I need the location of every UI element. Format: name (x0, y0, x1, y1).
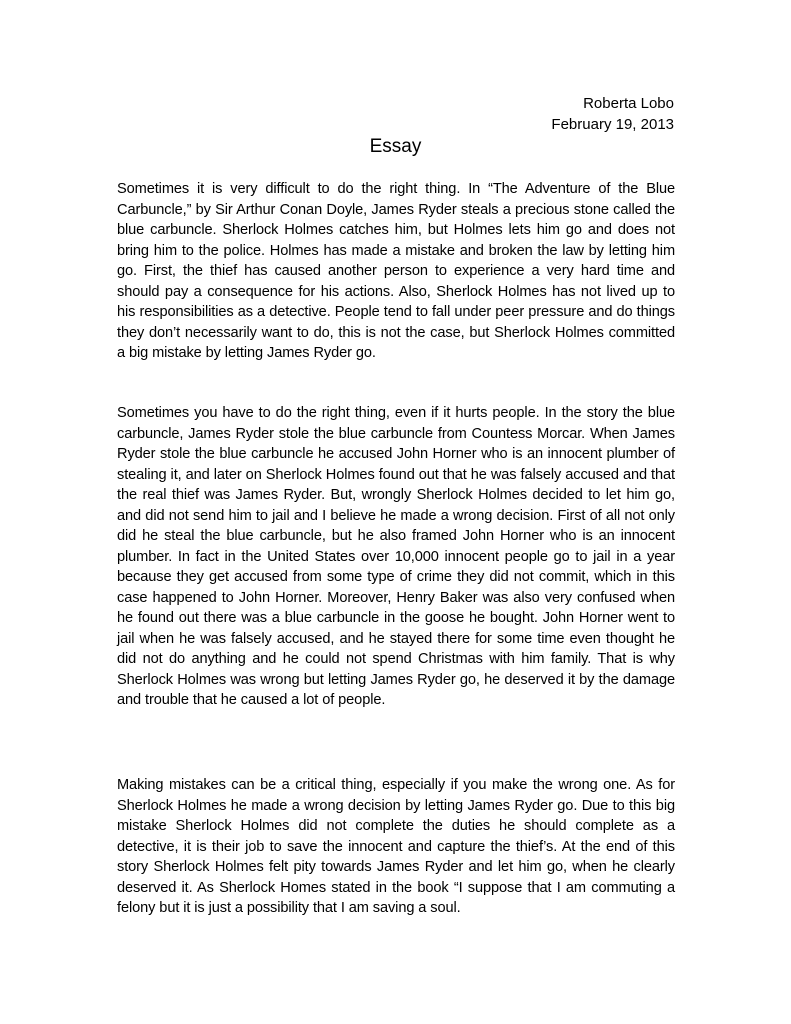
paragraph-2: Sometimes you have to do the right thing, even if it hurts people. In the story the blue carbuncle, James Ryder stole the blue carbuncle from Countess Morcar. When James Ryder stole the blue carbuncle he accused John Horner who is an innocent plumber of stealing it, and later on Sherlock Holmes found out that he was falsely accused and that the real thief was James Ryder. But, wrongly Sherlock Holmes decided to let him go, and did not send him to jail and I believe he made a wrong decision. First of all not only did he steal the blue carbuncle, but he also framed John Horner who is an innocent plumber. In fact in the United States over 10,000 innocent people go to jail in a year because they get accused from some type of crime they did not commit, which in this case happened to John Horner. Moreover, Henry Baker was also very confused when he found out there was a blue carbuncle in the goose he bought. John Horner went to jail when he was falsely accused, and he stayed there for some time even thought he did not do anything and he could not spend Christmas with him family. That is why Sherlock Holmes was wrong but letting James Ryder go, he deserved it by the damage and trouble that he caused a lot of people. (117, 405, 675, 708)
paragraph-3: Making mistakes can be a critical thing, especially if you make the wrong one. As for Sherlock Holmes he made a wrong decision by letting James Ryder go. Due to this big mistake Sherlock Holmes did not complete the duties he should complete as a detective, it is their job to save the innocent and capture the thief’s. At the end of this story Sherlock Holmes felt pity towards James Ryder and let him go, when he clearly deserved it. As Sherlock Homes stated in the book “I suppose that I am commuting a felony but it is just a possibility that I am saving a soul. (117, 777, 675, 916)
essay-date: February 19, 2013 (551, 116, 674, 133)
author-name: Roberta Lobo (583, 95, 674, 112)
paragraph-1: Sometimes it is very difficult to do the right thing. In “The Adventure of the Blue Carbuncle,” by Sir Arthur Conan Doyle, James Ryder steals a precious stone called the blue carbuncle. Sherlock Holmes catches him, but Holmes lets him go and does not bring him to the police. Holmes has made a mistake and broken the law by letting him go. First, the thief has caused another person to experience a very hard time and should pay a consequence for his actions. Also, Sherlock Holmes has not lived up to his responsibilities as a detective. People tend to fall under peer pressure and do things they don’t necessarily want to do, this is not the case, but Sherlock Holmes committed a big mistake by letting James Ryder go. (117, 181, 675, 361)
page-title: Essay (369, 136, 422, 157)
author-date-block (551, 93, 674, 135)
